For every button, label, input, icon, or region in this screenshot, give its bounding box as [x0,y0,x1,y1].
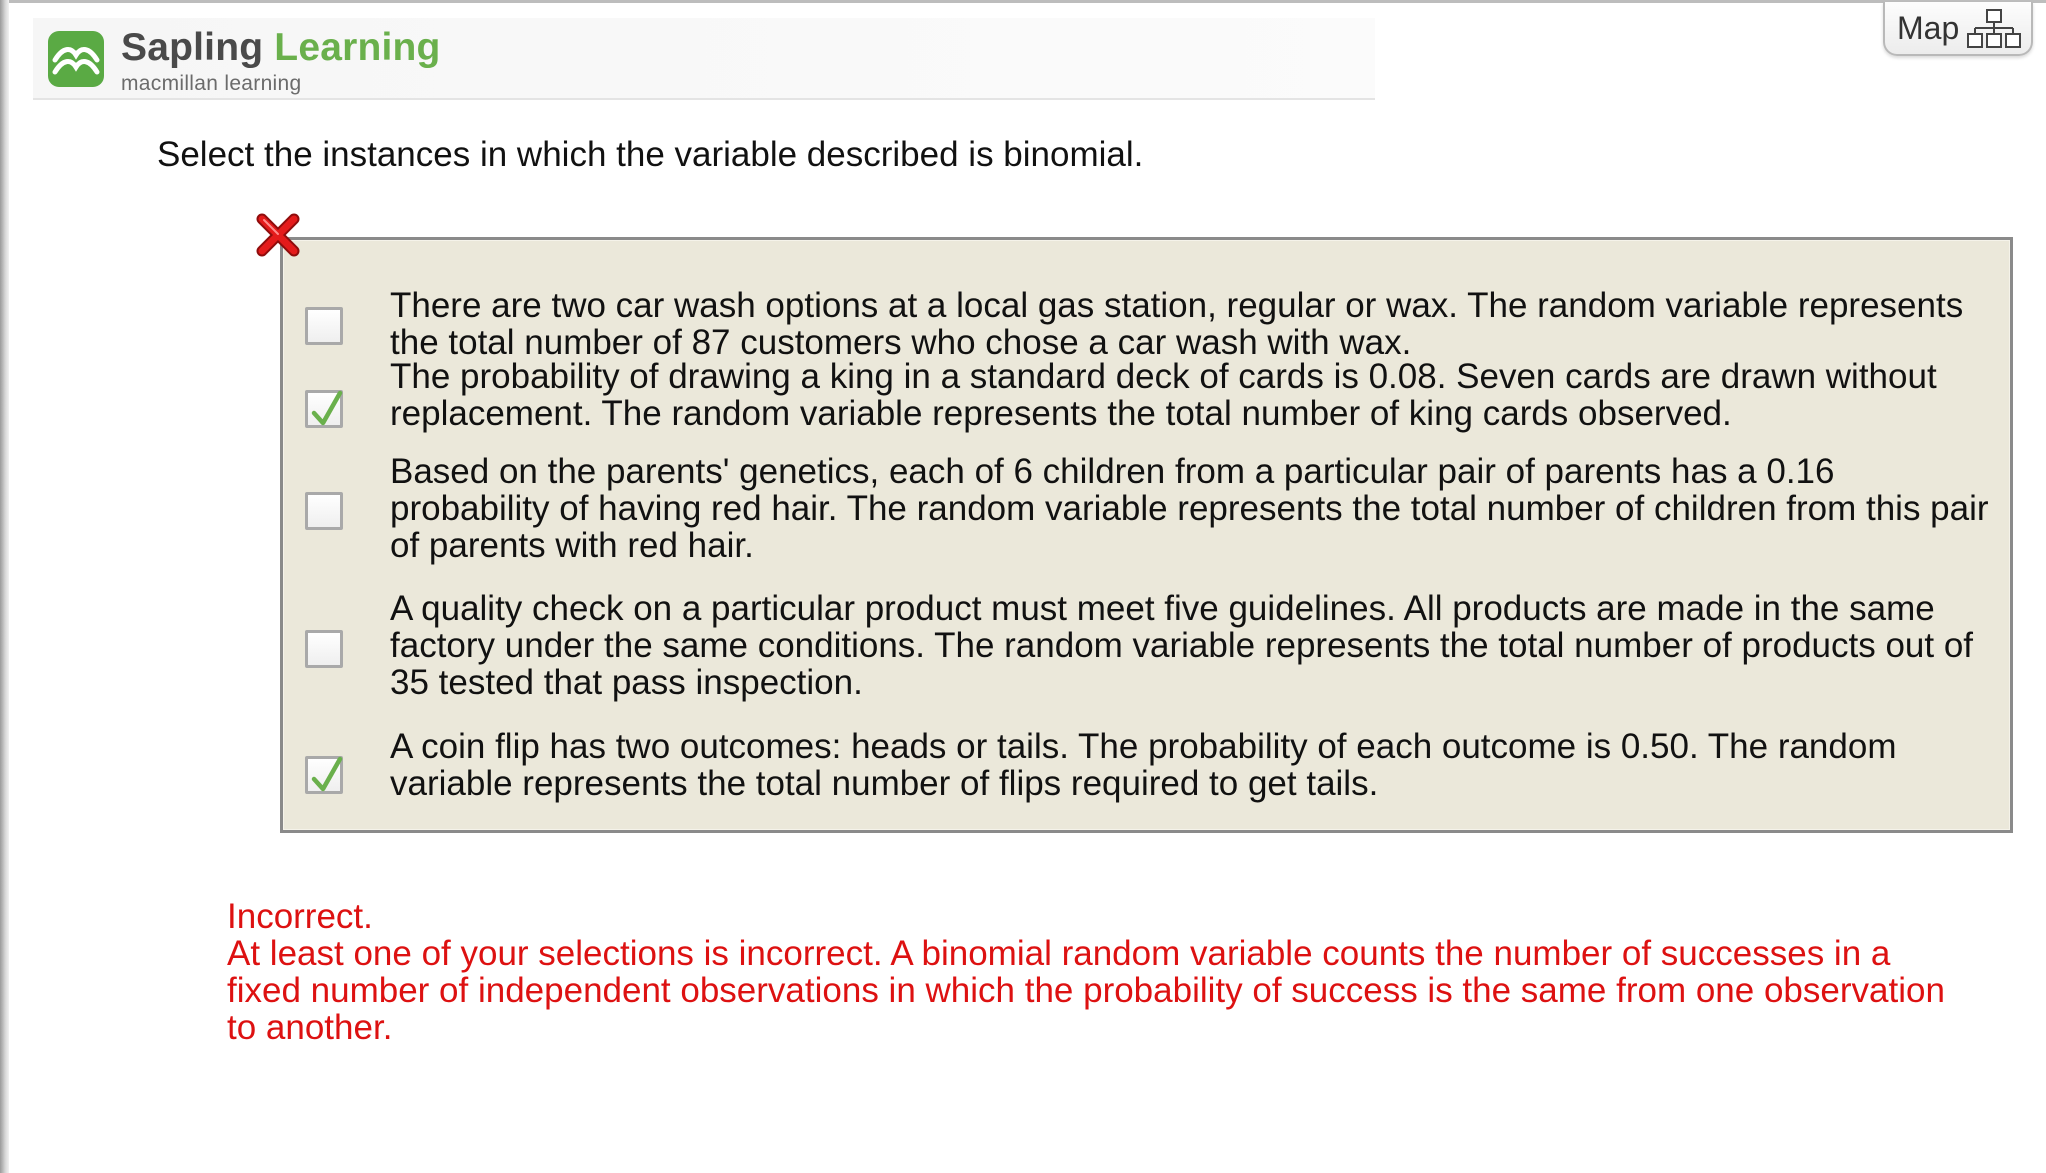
question-prompt: Select the instances in which the variable described is binomial. [157,135,1144,174]
map-button-label: Map [1897,10,1960,46]
feedback-title: Incorrect. [227,897,373,936]
answer-option-1[interactable] [283,268,2010,362]
sapling-logo-icon [47,30,105,88]
option-2-checkbox[interactable] [305,390,343,428]
feedback-message: At least one of your selections is incorrect. A binomial random variable counts the number of successes in a fixed number of independent observations in which the probability of success is the same from one observation to another. [227,934,1945,1047]
incorrect-x-icon [254,211,302,259]
window-left-border [0,0,9,1173]
brand-name-learning: Learning [274,26,441,69]
option-4-checkbox[interactable] [305,630,343,668]
brand-wordmark [121,26,441,96]
header-banner [33,18,1375,100]
option-5-checkbox[interactable] [305,756,343,794]
sitemap-icon [1965,8,2025,50]
checkmark-icon [309,753,345,795]
option-1-text: There are two car wash options at a local gas station, regular or wax. The random variable represents the total number of 87 customers who chose a car wash with wax. [390,286,1964,362]
option-3-text: Based on the parents' genetics, each of 6 children from a particular pair of parents has a 0.16 probability of having red hair. The random variable represents the total number of children from this pair of parents with red hair. [390,452,1989,565]
answer-option-5[interactable] [283,724,2010,804]
brand-name-sapling: Sapling [121,26,264,69]
answer-options-box [280,237,2013,833]
option-4-text: A quality check on a particular product must meet five guidelines. All products are made in the same factory under the same conditions. The random variable represents the total number of products out of 35 tested that pass inspection. [390,589,1974,702]
window-top-border [0,0,2046,3]
answer-option-2[interactable] [283,353,2010,433]
brand-subtitle: macmillan learning [121,72,302,95]
option-1-checkbox[interactable] [305,307,343,345]
option-5-text: A coin flip has two outcomes: heads or tails. The probability of each outcome is 0.50. The random variable represents the total number of flips required to get tails. [390,727,1897,803]
answer-option-4[interactable] [283,588,2010,700]
map-button[interactable] [1883,2,2033,56]
option-3-checkbox[interactable] [305,492,343,530]
feedback-panel [227,898,1947,1046]
option-2-text: The probability of drawing a king in a standard deck of cards is 0.08. Seven cards are drawn without replacement. The random variable represents the total number of king cards observed. [390,357,1937,433]
checkmark-icon [309,387,345,429]
answer-option-3[interactable] [283,450,2010,565]
brand-name [121,26,441,70]
